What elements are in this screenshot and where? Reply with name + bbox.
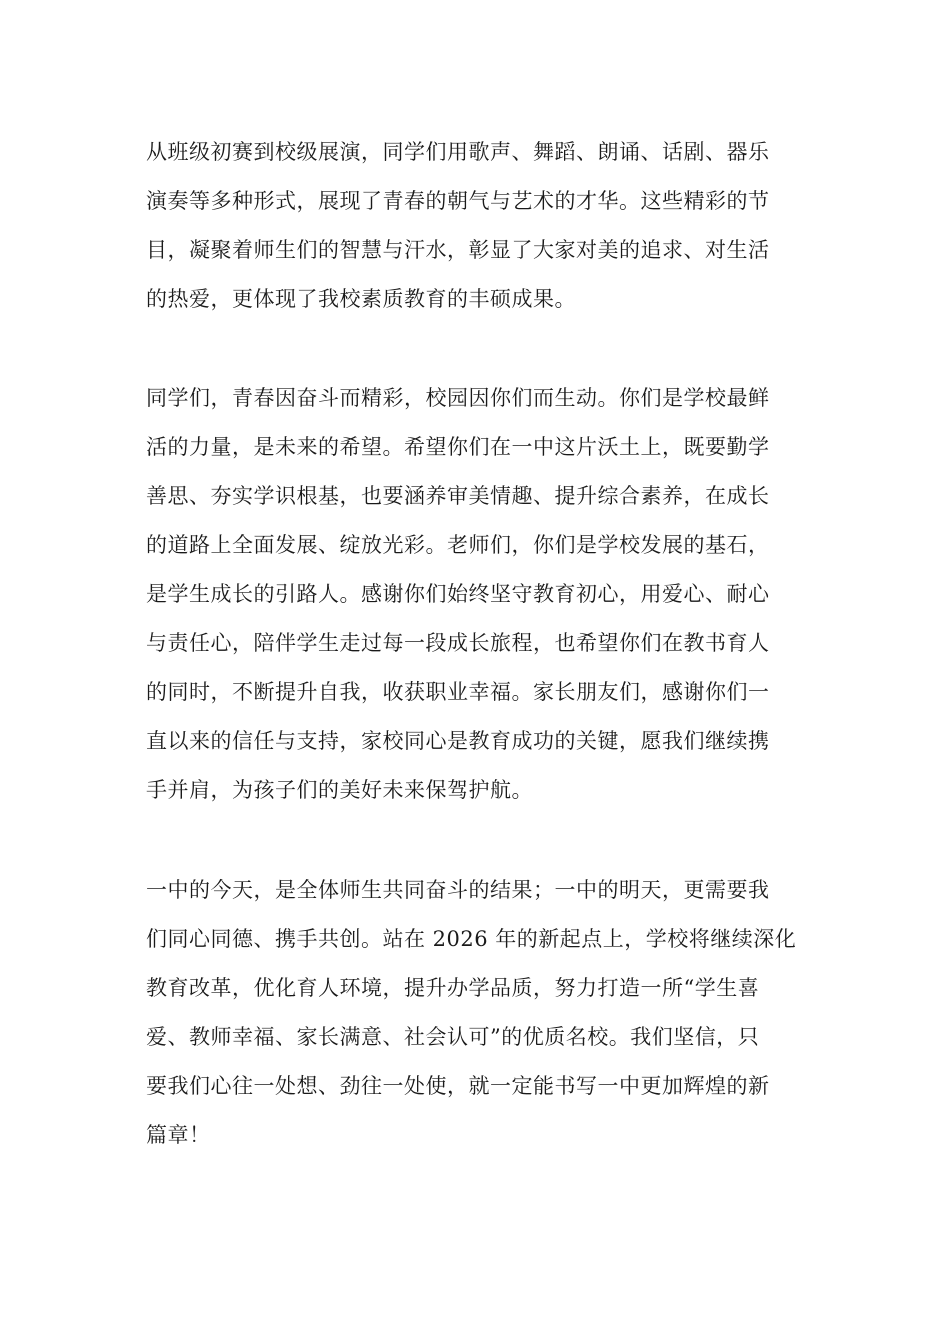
text-line: 善思、夯实学识根基，也要涵养审美情趣、提升综合素养，在成长: [146, 484, 770, 508]
text-line: 手并肩，为孩子们的美好未来保驾护航。: [146, 778, 533, 802]
text-line: 直以来的信任与支持，家校同心是教育成功的关键，愿我们继续携: [146, 729, 770, 753]
text-line: 与责任心，陪伴学生走过每一段成长旅程，也希望你们在教书育人: [146, 631, 770, 655]
text-line: 同学们，青春因奋斗而精彩，校园因你们而生动。你们是学校最鲜: [146, 386, 770, 410]
paragraph-performances: [146, 128, 770, 324]
text-line: 们同心同德、携手共创。站在 2026 年的新起点上，学校将继续深化: [146, 927, 797, 951]
text-line: 的热爱，更体现了我校素质教育的丰硕成果。: [146, 287, 576, 311]
text-line: 一中的今天，是全体师生共同奋斗的结果；一中的明天，更需要我: [146, 878, 770, 902]
paragraph-address-students-teachers-parents: [146, 374, 770, 815]
text-line: 篇章！: [146, 1123, 211, 1147]
text-line: 爱、教师幸福、家长满意、社会认可”的优质名校。我们坚信，只: [146, 1025, 760, 1049]
text-line: 是学生成长的引路人。感谢你们始终坚守教育初心，用爱心、耐心: [146, 582, 770, 606]
text-line: 要我们心往一处想、劲往一处使，就一定能书写一中更加辉煌的新: [146, 1074, 770, 1098]
paragraph-future-outlook: [146, 866, 796, 1160]
text-line: 的道路上全面发展、绽放光彩。老师们，你们是学校发展的基石，: [146, 533, 770, 557]
text-line: 活的力量，是未来的希望。希望你们在一中这片沃土上，既要勤学: [146, 435, 770, 459]
text-line: 的同时，不断提升自我，收获职业幸福。家长朋友们，感谢你们一: [146, 680, 770, 704]
text-line: 教育改革，优化育人环境，提升办学品质，努力打造一所“学生喜: [146, 976, 760, 1000]
text-line: 演奏等多种形式，展现了青春的朝气与艺术的才华。这些精彩的节: [146, 189, 770, 213]
text-line: 从班级初赛到校级展演，同学们用歌声、舞蹈、朗诵、话剧、器乐: [146, 140, 770, 164]
text-line: 目，凝聚着师生们的智慧与汗水，彰显了大家对美的追求、对生活: [146, 238, 770, 262]
